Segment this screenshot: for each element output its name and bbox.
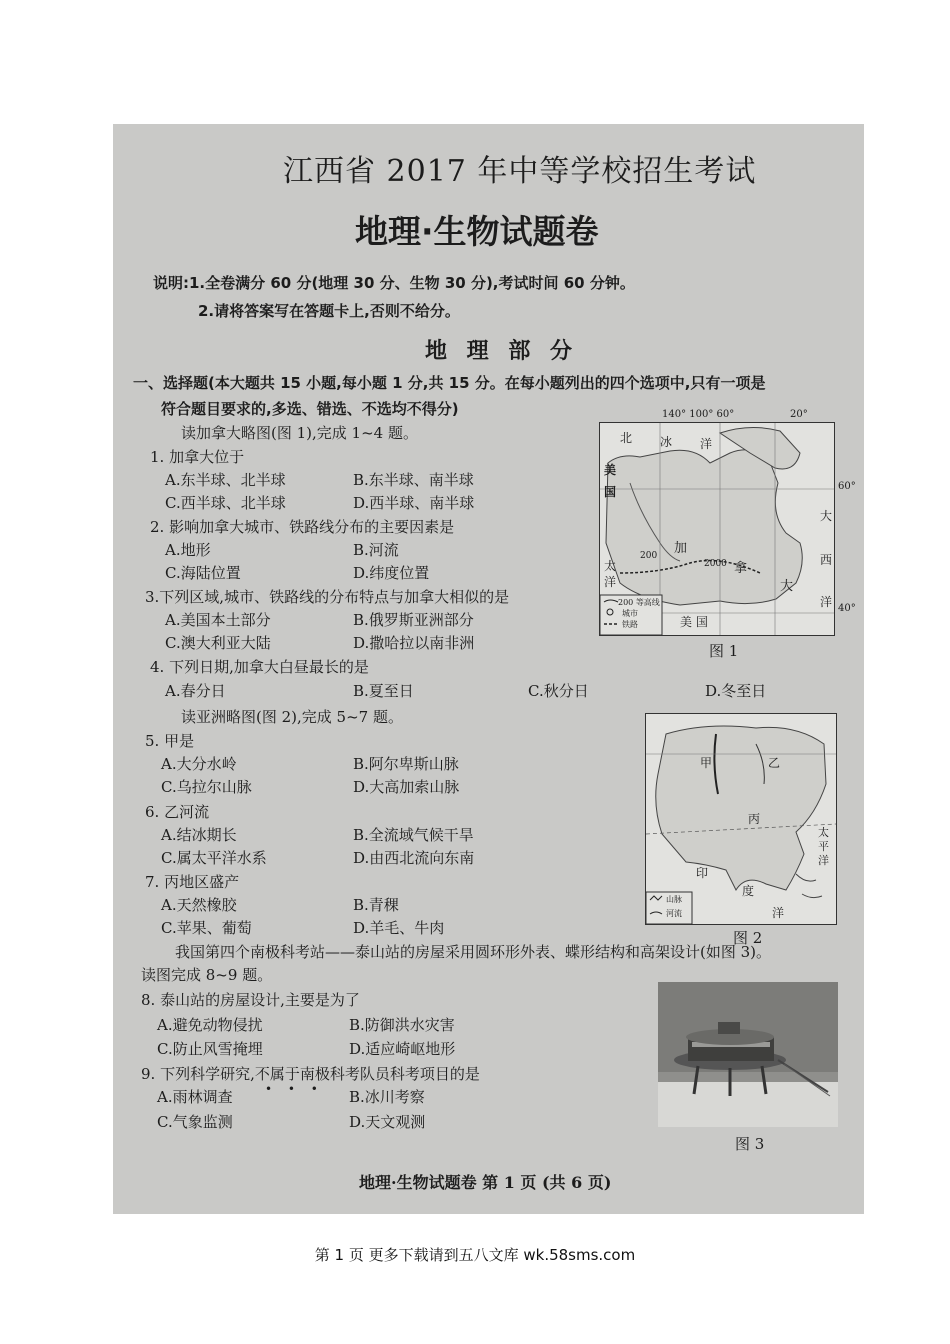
q8-option-b: B.防御洪水灾害 (349, 1016, 455, 1034)
question-4-stem: 4. 下列日期,加拿大白昼最长的是 (150, 658, 369, 676)
paper-page-footer: 地理·生物试题卷 第 1 页 (共 6 页) (359, 1173, 612, 1192)
instruction-asia: 读亚洲略图(图 2),完成 5~7 题。 (181, 708, 403, 726)
question-5-stem: 5. 甲是 (145, 732, 195, 750)
q8-option-a: A.避免动物侵扰 (157, 1016, 263, 1034)
q2-option-d: D.纬度位置 (353, 564, 430, 582)
q9-option-d: D.天文观测 (349, 1113, 426, 1131)
figure-1-caption: 图 1 (709, 642, 739, 660)
q8-option-d: D.适应崎岖地形 (349, 1040, 456, 1058)
note-2: 2.请将答案写在答题卡上,否则不给分。 (198, 302, 460, 320)
q6-option-b: B.全流域气候干旱 (353, 826, 474, 844)
canada-label-bing: 冰 (660, 435, 673, 449)
q4-option-c: C.秋分日 (528, 682, 589, 700)
section-title: 地 理 部 分 (425, 338, 578, 364)
q7-option-c: C.苹果、葡萄 (161, 919, 252, 937)
q6-option-d: D.由西北流向东南 (353, 849, 475, 867)
canada-label-na: 拿 (734, 561, 748, 576)
q9-option-c: C.气象监测 (157, 1113, 233, 1131)
station-drawing (658, 982, 838, 1127)
site-footer: 第 1 页 更多下载请到五八文库 wk.58sms.com (314, 1246, 636, 1264)
canada-label-200: 200 (640, 551, 658, 561)
q2-option-c: C.海陆位置 (165, 564, 241, 582)
part1-heading-line1: 一、选择题(本大题共 15 小题,每小题 1 分,共 15 分。在每小题列出的四个选项中,只有一项是 (133, 374, 766, 392)
canada-label-mei: 美 (604, 463, 617, 477)
q1-option-d: D.西半球、南半球 (353, 494, 475, 512)
q5-option-a: A.大分水岭 (161, 755, 237, 773)
asia-legend-river: 河流 (666, 909, 682, 918)
canada-legend-contour: 200 等高线 (618, 598, 660, 607)
q7-option-a: A.天然橡胶 (161, 896, 237, 914)
canada-label-tai: 太 (604, 559, 617, 573)
q7-option-b: B.青稞 (353, 896, 399, 914)
figure-2-caption: 图 2 (733, 929, 763, 947)
question-2-stem: 2. 影响加拿大城市、铁路线分布的主要因素是 (150, 518, 455, 536)
q3-option-b: B.俄罗斯亚洲部分 (353, 611, 474, 629)
exam-title: 江西省 2017 年中等学校招生考试 (283, 154, 757, 189)
canada-label-2000: 2000 (704, 559, 727, 569)
q5-option-d: D.大高加索山脉 (353, 778, 460, 796)
instruction-taishan-line1: 我国第四个南极科考站——泰山站的房屋采用圆环形外表、蝶形结构和高架设计(如图 3)。 (175, 943, 772, 961)
q9-option-a: A.雨林调查 (157, 1088, 233, 1106)
question-6-stem: 6. 乙河流 (145, 803, 210, 821)
q6-option-c: C.属太平洋水系 (161, 849, 267, 867)
canada-legend-railway: 铁路 (622, 620, 638, 629)
q2-option-a: A.地形 (165, 541, 211, 559)
q5-option-c: C.乌拉尔山脉 (161, 778, 252, 796)
question-8-stem: 8. 泰山站的房屋设计,主要是为了 (141, 991, 360, 1009)
asia-legend-mountain: 山脉 (666, 895, 682, 904)
q3-option-c: C.澳大利亚大陆 (165, 634, 271, 652)
emphasis-dots: • • • (265, 1082, 324, 1096)
asia-label-bing: 丙 (748, 812, 761, 826)
question-9-stem: 9. 下列科学研究,不属于南极科考队员科考项目的是 (141, 1065, 480, 1083)
q1-option-b: B.东半球、南半球 (353, 471, 474, 489)
asia-label-tai: 太 (818, 826, 829, 839)
canada-legend-city: 城市 (622, 609, 638, 618)
q1-option-c: C.西半球、北半球 (165, 494, 286, 512)
asia-label-yang2: 洋 (818, 854, 829, 867)
q2-option-b: B.河流 (353, 541, 399, 559)
q9-option-b: B.冰川考察 (349, 1088, 425, 1106)
q3-option-d: D.撒哈拉以南非洲 (353, 634, 475, 652)
canada-label-bei: 北 (620, 431, 633, 445)
question-7-stem: 7. 丙地区盛产 (145, 873, 240, 891)
exam-subtitle: 地理·生物试题卷 (355, 212, 599, 251)
asia-label-yang: 洋 (772, 906, 785, 920)
canada-label-da: 大 (780, 579, 794, 594)
q4-option-a: A.春分日 (165, 682, 226, 700)
canada-lat-60: 60° (838, 481, 856, 492)
canada-label-yang: 洋 (700, 437, 713, 451)
q4-option-b: B.夏至日 (353, 682, 414, 700)
question-1-stem: 1. 加拿大位于 (150, 448, 245, 466)
q1-option-a: A.东半球、北半球 (165, 471, 286, 489)
canada-lon-label-20: 20° (790, 409, 808, 420)
asia-label-ping: 平 (818, 840, 829, 853)
part1-heading-line2: 符合题目要求的,多选、错选、不选均不得分) (161, 400, 459, 418)
figure-3-caption: 图 3 (735, 1135, 765, 1153)
canada-label-guo: 国 (604, 485, 617, 499)
q8-option-c: C.防止风雪掩埋 (157, 1040, 263, 1058)
q7-option-d: D.羊毛、牛肉 (353, 919, 445, 937)
q6-option-a: A.结冰期长 (161, 826, 237, 844)
asia-label-du: 度 (742, 884, 755, 898)
canada-label-jia: 加 (674, 541, 688, 556)
instruction-canada: 读加拿大略图(图 1),完成 1~4 题。 (181, 424, 418, 442)
q4-option-d: D.冬至日 (705, 682, 767, 700)
canada-label-usa: 美 国 (680, 615, 708, 629)
note-1: 说明:1.全卷满分 60 分(地理 30 分、生物 30 分),考试时间 60 分钟。 (153, 274, 635, 292)
asia-label-jia: 甲 (700, 756, 713, 770)
canada-label-xi: 西 (820, 553, 833, 567)
q3-option-a: A.美国本土部分 (165, 611, 271, 629)
canada-label-ocean-west: 洋 (604, 575, 617, 589)
asia-map-drawing (646, 714, 836, 924)
canada-lon-label: 140° 100° 60° (662, 409, 735, 420)
exam-paper-photo (113, 124, 864, 1214)
figure-1-canada-map (599, 409, 856, 636)
instruction-taishan-line2: 读图完成 8~9 题。 (141, 966, 273, 984)
figure-2-asia-map (645, 713, 837, 925)
q5-option-b: B.阿尔卑斯山脉 (353, 755, 459, 773)
figure-3-taishan-station-photo (658, 982, 838, 1127)
canada-lat-40: 40° (838, 603, 856, 614)
asia-label-yin: 印 (696, 866, 709, 880)
asia-label-yi: 乙 (768, 756, 781, 770)
canada-label-yang2: 洋 (820, 595, 833, 609)
question-3-stem: 3.下列区域,城市、铁路线的分布特点与加拿大相似的是 (145, 588, 510, 606)
canada-label-da-ocean: 大 (820, 509, 833, 523)
